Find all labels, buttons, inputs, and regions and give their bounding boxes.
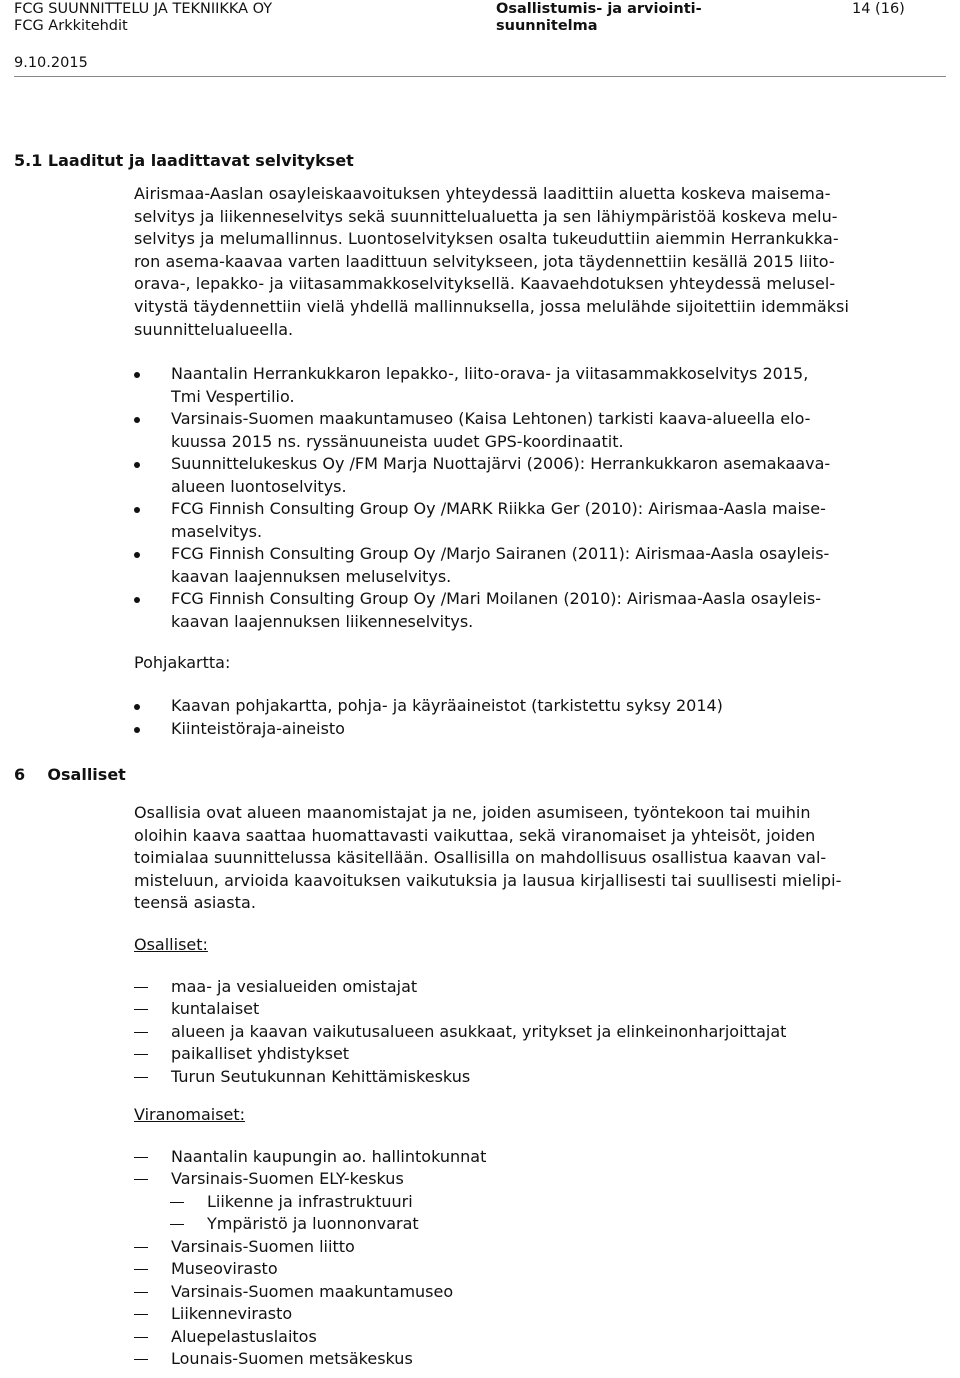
list-item-text: Varsinais-Suomen liitto <box>171 1237 355 1256</box>
list-item-line: FCG Finnish Consulting Group Oy /MARK Riikka Ger (2010): Airismaa-Aasla maise- <box>171 499 826 518</box>
bullet-icon <box>134 597 140 603</box>
list-item-line: Suunnittelukeskus Oy /FM Marja Nuottajärvi (2006): Herrankukkaron asemakaava- <box>171 454 831 473</box>
paragraph-line: teensä asiasta. <box>134 893 256 913</box>
paragraph-line: toimialaa suunnittelussa käsitellään. Osallisilla on mahdollisuus osallistua kaavan val- <box>134 848 827 868</box>
paragraph-line: orava-, lepakko- ja viitasammakkoselvityksellä. Kaavaehdotuksen yhteydessä melusel- <box>134 274 836 294</box>
list-item-line: alueen luontoselvitys. <box>171 476 347 496</box>
bullet-icon <box>134 462 140 468</box>
list-item-line: Varsinais-Suomen maakuntamuseo (Kaisa Lehtonen) tarkisti kaava-alueella elo- <box>171 409 811 428</box>
bullet-icon <box>134 704 140 710</box>
dash-icon <box>134 1359 148 1360</box>
list-item-line: Kiinteistöraja-aineisto <box>171 719 345 738</box>
dash-icon <box>134 987 148 988</box>
page-number: 14 (16) <box>852 1 905 17</box>
header-organization <box>14 1 272 35</box>
dash-icon <box>134 1009 148 1010</box>
header-title-line2: suunnitelma <box>496 18 598 34</box>
paragraph-line: suunnittelualueella. <box>134 319 294 339</box>
header-org-line2: FCG Arkkitehdit <box>14 18 128 34</box>
dash-icon <box>134 1077 148 1078</box>
section-5-1-paragraph <box>134 183 954 341</box>
list-item-text: Turun Seutukunnan Kehittämiskeskus <box>171 1067 471 1086</box>
base-map-label: Pohjakartta: <box>134 653 231 672</box>
header-divider <box>14 76 946 77</box>
list-item-text: Naantalin kaupungin ao. hallintokunnat <box>171 1147 487 1166</box>
list-item-text: Ympäristö ja luonnonvarat <box>207 1214 419 1233</box>
stakeholders-label: Osalliset: <box>134 935 208 954</box>
dash-icon <box>134 1054 148 1055</box>
list-item-line: Tmi Vespertilio. <box>171 386 295 406</box>
list-item-line: maselvitys. <box>171 521 263 541</box>
list-item-text: alueen ja kaavan vaikutusalueen asukkaat, yritykset ja elinkeinonharjoittajat <box>171 1022 787 1041</box>
document-date: 9.10.2015 <box>14 55 88 71</box>
bullet-icon <box>134 507 140 513</box>
section-6-heading <box>14 765 126 784</box>
dash-icon <box>134 1179 148 1180</box>
list-item-text: Varsinais-Suomen ELY-keskus <box>171 1169 404 1188</box>
list-item-text: Aluepelastuslaitos <box>171 1327 317 1346</box>
dash-icon <box>134 1157 148 1158</box>
section-5-1-heading: 5.1 Laaditut ja laadittavat selvitykset <box>14 151 354 170</box>
list-item-text: kuntalaiset <box>171 999 260 1018</box>
paragraph-line: vitystä täydennettiin vielä yhdellä mallinnuksella, jossa melulähde sijoitettiin idemmäksi <box>134 296 849 316</box>
dash-icon <box>134 1292 148 1293</box>
bullet-icon <box>134 727 140 733</box>
bullet-icon <box>134 552 140 558</box>
bullet-icon <box>134 372 140 378</box>
bullet-icon <box>134 417 140 423</box>
dash-icon <box>134 1032 148 1033</box>
list-item-line: Naantalin Herrankukkaron lepakko-, liito-orava- ja viitasammakkoselvitys 2015, <box>171 364 809 383</box>
dash-icon <box>134 1337 148 1338</box>
list-item-line: FCG Finnish Consulting Group Oy /Mari Moilanen (2010): Airismaa-Aasla osayleis- <box>171 589 822 608</box>
paragraph-line: oloihin kaava saattaa huomattavasti vaikuttaa, sekä viranomaiset ja yhteisöt, joiden <box>134 825 816 845</box>
list-item-line: Kaavan pohjakartta, pohja- ja käyräaineistot (tarkistettu syksy 2014) <box>171 696 723 715</box>
list-item-line: kaavan laajennuksen liikenneselvitys. <box>171 611 474 631</box>
list-item-text: maa- ja vesialueiden omistajat <box>171 977 418 996</box>
list-item-line: FCG Finnish Consulting Group Oy /Marjo Sairanen (2011): Airismaa-Aasla osayleis- <box>171 544 830 563</box>
header-document-title <box>496 1 736 35</box>
header-org-line1: FCG SUUNNITTELU JA TEKNIIKKA OY <box>14 1 273 17</box>
paragraph-line: ron asema-kaavaa varten laadittuun selvitykseen, jota täydennettiin kesällä 2015 liito- <box>134 251 835 271</box>
dash-icon <box>134 1269 148 1270</box>
list-item-text: paikalliset yhdistykset <box>171 1044 350 1063</box>
dash-icon <box>134 1314 148 1315</box>
paragraph-line: Airismaa-Aaslan osayleiskaavoituksen yhteydessä laadittiin aluetta koskeva maisema- <box>134 184 831 203</box>
list-item-line: kaavan laajennuksen meluselvitys. <box>171 566 452 586</box>
dash-icon <box>170 1202 184 1203</box>
paragraph-line: selvitys ja liikenneselvitys sekä suunnittelualuetta ja sen lähiympäristöä koskeva melu- <box>134 206 838 226</box>
authorities-label: Viranomaiset: <box>134 1105 246 1124</box>
header-title-line1: Osallistumis- ja arviointi- <box>496 1 702 17</box>
list-item-text: Varsinais-Suomen maakuntamuseo <box>171 1282 454 1301</box>
dash-icon <box>134 1247 148 1248</box>
section-6-paragraph <box>134 802 954 915</box>
section-6-heading-text: 6 Osalliset <box>14 765 126 784</box>
dash-icon <box>170 1224 184 1225</box>
paragraph-line: misteluun, arvioida kaavoituksen vaikutuksia ja lausua kirjallisesti tai suullisesti mielipi- <box>134 870 842 890</box>
paragraph-line: selvitys ja melumallinnus. Luontoselvityksen osalta tukeuduttiin aiemmin Herrankukka- <box>134 229 839 249</box>
list-item-text: Liikennevirasto <box>171 1304 293 1323</box>
list-item-line: kuussa 2015 ns. ryssänuuneista uudet GPS-koordinaatit. <box>171 431 624 451</box>
list-item-text: Lounais-Suomen metsäkeskus <box>171 1349 413 1368</box>
paragraph-line: Osallisia ovat alueen maanomistajat ja ne, joiden asumiseen, työntekoon tai muihin <box>134 803 811 822</box>
list-item-text: Liikenne ja infrastruktuuri <box>207 1192 413 1211</box>
list-item-text: Museovirasto <box>171 1259 278 1278</box>
